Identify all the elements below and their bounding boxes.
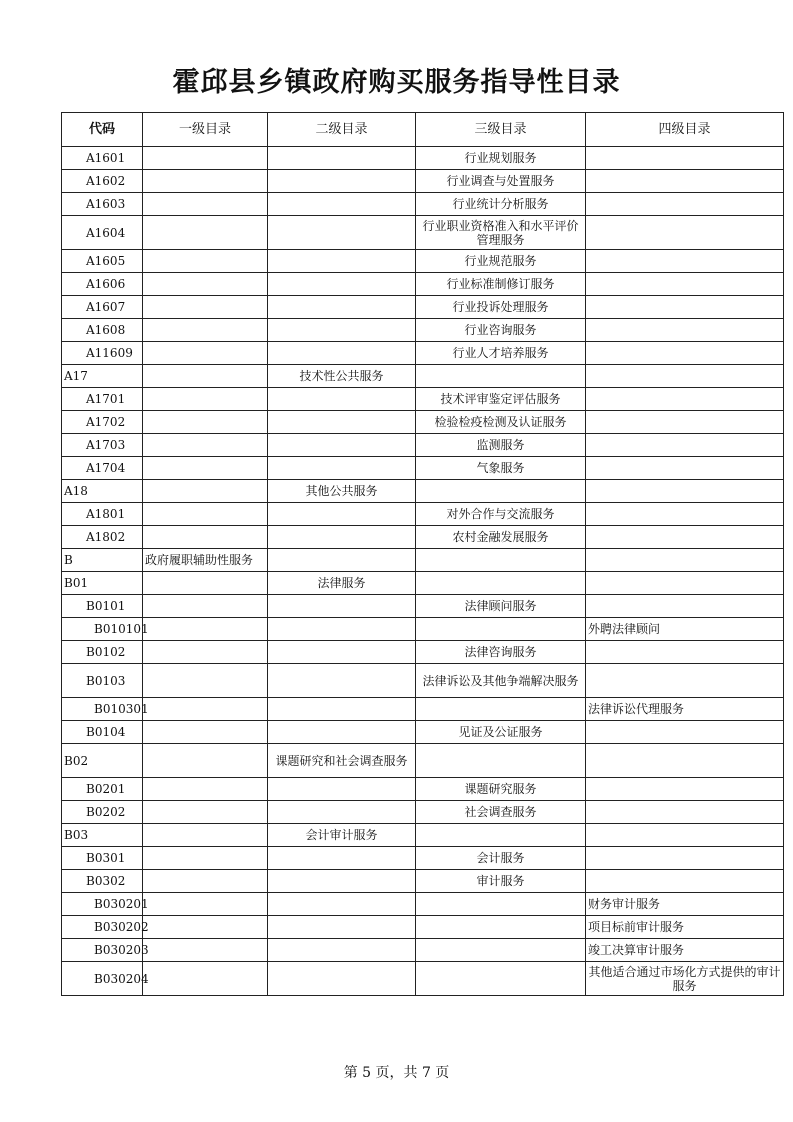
table-row xyxy=(62,434,784,457)
level1-cell xyxy=(143,319,268,342)
table-row xyxy=(62,457,784,480)
level2-cell xyxy=(268,503,416,526)
level4-cell xyxy=(586,572,784,595)
level4-cell xyxy=(586,250,784,273)
level2-cell xyxy=(268,778,416,801)
table-row xyxy=(62,916,784,939)
level4-cell xyxy=(586,273,784,296)
table-row xyxy=(62,526,784,549)
level2-cell xyxy=(268,388,416,411)
level3-cell: 行业标准制修订服务 xyxy=(416,273,586,296)
table-row xyxy=(62,216,784,250)
level4-cell xyxy=(586,170,784,193)
level1-cell xyxy=(143,526,268,549)
level2-cell xyxy=(268,273,416,296)
level3-cell xyxy=(416,962,586,996)
table-row xyxy=(62,618,784,641)
level2-cell xyxy=(268,962,416,996)
level3-cell xyxy=(416,365,586,388)
table-body xyxy=(62,147,784,996)
level2-cell: 法律服务 xyxy=(268,572,416,595)
level3-cell: 审计服务 xyxy=(416,870,586,893)
level1-cell xyxy=(143,664,268,698)
code-cell: A1802 xyxy=(62,526,143,549)
level3-cell: 行业规划服务 xyxy=(416,147,586,170)
level4-cell xyxy=(586,824,784,847)
level4-cell xyxy=(586,216,784,250)
table-row xyxy=(62,870,784,893)
level4-cell xyxy=(586,480,784,503)
level3-cell: 行业调查与处置服务 xyxy=(416,170,586,193)
level3-cell: 气象服务 xyxy=(416,457,586,480)
level1-cell xyxy=(143,778,268,801)
level4-cell xyxy=(586,457,784,480)
level1-cell xyxy=(143,250,268,273)
table-row xyxy=(62,595,784,618)
table-row xyxy=(62,342,784,365)
code-cell: A1606 xyxy=(62,273,143,296)
level4-cell: 财务审计服务 xyxy=(586,893,784,916)
code-cell: B0104 xyxy=(62,721,143,744)
level2-cell xyxy=(268,801,416,824)
level3-cell: 行业人才培养服务 xyxy=(416,342,586,365)
table-row xyxy=(62,939,784,962)
level3-cell: 行业投诉处理服务 xyxy=(416,296,586,319)
level2-cell: 课题研究和社会调查服务 xyxy=(268,744,416,778)
table-row xyxy=(62,250,784,273)
level1-cell xyxy=(143,939,268,962)
code-cell: A1701 xyxy=(62,388,143,411)
level1-cell xyxy=(143,503,268,526)
code-cell: A1801 xyxy=(62,503,143,526)
level3-cell xyxy=(416,572,586,595)
header-level3: 三级目录 xyxy=(416,113,586,147)
level1-cell xyxy=(143,962,268,996)
level3-cell: 会计服务 xyxy=(416,847,586,870)
level2-cell: 技术性公共服务 xyxy=(268,365,416,388)
level1-cell xyxy=(143,698,268,721)
level3-cell: 课题研究服务 xyxy=(416,778,586,801)
table-row xyxy=(62,778,784,801)
table-row xyxy=(62,480,784,503)
table-row xyxy=(62,893,784,916)
level1-cell xyxy=(143,216,268,250)
level4-cell: 法律诉讼代理服务 xyxy=(586,698,784,721)
level1-cell xyxy=(143,744,268,778)
level4-cell xyxy=(586,296,784,319)
table-row xyxy=(62,572,784,595)
code-cell: B01 xyxy=(62,572,143,595)
level3-cell: 检验检疫检测及认证服务 xyxy=(416,411,586,434)
code-cell: A1601 xyxy=(62,147,143,170)
level4-cell xyxy=(586,434,784,457)
page-footer: 第 5 页，共 7 页 xyxy=(343,1065,450,1081)
level1-cell: 政府履职辅助性服务 xyxy=(143,549,268,572)
code-cell: B030201 xyxy=(62,893,143,916)
table-row xyxy=(62,273,784,296)
table-row xyxy=(62,411,784,434)
level1-cell xyxy=(143,147,268,170)
code-cell: A1605 xyxy=(62,250,143,273)
table-row xyxy=(62,847,784,870)
level4-cell xyxy=(586,365,784,388)
code-cell: B xyxy=(62,549,143,572)
table-row xyxy=(62,319,784,342)
level3-cell: 农村金融发展服务 xyxy=(416,526,586,549)
header-level4: 四级目录 xyxy=(586,113,784,147)
code-cell: B0102 xyxy=(62,641,143,664)
level2-cell xyxy=(268,342,416,365)
level4-cell xyxy=(586,641,784,664)
level3-cell: 见证及公证服务 xyxy=(416,721,586,744)
code-cell: A11609 xyxy=(62,342,143,365)
code-cell: B03 xyxy=(62,824,143,847)
level2-cell xyxy=(268,250,416,273)
code-cell: A18 xyxy=(62,480,143,503)
level1-cell xyxy=(143,893,268,916)
level1-cell xyxy=(143,916,268,939)
table-row xyxy=(62,170,784,193)
code-cell: B010301 xyxy=(62,698,143,721)
table-row xyxy=(62,147,784,170)
level3-cell: 行业职业资格准入和水平评价管理服务 xyxy=(416,216,586,250)
header-code: 代码 xyxy=(62,113,143,147)
code-cell: B030203 xyxy=(62,939,143,962)
header-level1: 一级目录 xyxy=(143,113,268,147)
code-cell: A1702 xyxy=(62,411,143,434)
level2-cell xyxy=(268,411,416,434)
code-cell: A1602 xyxy=(62,170,143,193)
code-cell: A1603 xyxy=(62,193,143,216)
table-row xyxy=(62,193,784,216)
level3-cell: 行业规范服务 xyxy=(416,250,586,273)
level2-cell xyxy=(268,939,416,962)
level2-cell xyxy=(268,549,416,572)
level2-cell xyxy=(268,319,416,342)
level1-cell xyxy=(143,824,268,847)
code-cell: A1608 xyxy=(62,319,143,342)
level3-cell: 行业统计分析服务 xyxy=(416,193,586,216)
level2-cell xyxy=(268,457,416,480)
level3-cell xyxy=(416,618,586,641)
level3-cell: 监测服务 xyxy=(416,434,586,457)
level1-cell xyxy=(143,273,268,296)
table-row xyxy=(62,744,784,778)
level3-cell: 法律咨询服务 xyxy=(416,641,586,664)
level3-cell: 法律顾问服务 xyxy=(416,595,586,618)
page-title: 霍邱县乡镇政府购买服务指导性目录 xyxy=(172,67,621,98)
level1-cell xyxy=(143,388,268,411)
level1-cell xyxy=(143,193,268,216)
level3-cell: 社会调查服务 xyxy=(416,801,586,824)
level2-cell xyxy=(268,595,416,618)
code-cell: A17 xyxy=(62,365,143,388)
level4-cell xyxy=(586,801,784,824)
level1-cell xyxy=(143,595,268,618)
table-row xyxy=(62,721,784,744)
level1-cell xyxy=(143,847,268,870)
level2-cell xyxy=(268,296,416,319)
level3-cell: 行业咨询服务 xyxy=(416,319,586,342)
level2-cell xyxy=(268,721,416,744)
level3-cell xyxy=(416,549,586,572)
level1-cell xyxy=(143,870,268,893)
table-row xyxy=(62,365,784,388)
level2-cell: 其他公共服务 xyxy=(268,480,416,503)
code-cell: B030204 xyxy=(62,962,143,996)
level3-cell xyxy=(416,893,586,916)
level2-cell xyxy=(268,916,416,939)
level2-cell xyxy=(268,870,416,893)
level1-cell xyxy=(143,618,268,641)
level4-cell xyxy=(586,744,784,778)
table-row xyxy=(62,801,784,824)
code-cell: B0301 xyxy=(62,847,143,870)
level3-cell xyxy=(416,480,586,503)
level3-cell xyxy=(416,744,586,778)
level4-cell xyxy=(586,503,784,526)
level2-cell xyxy=(268,847,416,870)
level2-cell xyxy=(268,664,416,698)
level3-cell xyxy=(416,939,586,962)
level4-cell xyxy=(586,847,784,870)
table-row xyxy=(62,641,784,664)
level1-cell xyxy=(143,457,268,480)
level2-cell xyxy=(268,698,416,721)
level2-cell xyxy=(268,618,416,641)
table-header-row xyxy=(62,113,784,147)
level3-cell xyxy=(416,824,586,847)
level4-cell xyxy=(586,388,784,411)
table-row xyxy=(62,503,784,526)
level4-cell xyxy=(586,193,784,216)
level3-cell: 技术评审鉴定评估服务 xyxy=(416,388,586,411)
level2-cell xyxy=(268,170,416,193)
level1-cell xyxy=(143,411,268,434)
code-cell: B030202 xyxy=(62,916,143,939)
level4-cell xyxy=(586,411,784,434)
table-row xyxy=(62,698,784,721)
header-level2: 二级目录 xyxy=(268,113,416,147)
code-cell: B0302 xyxy=(62,870,143,893)
level2-cell: 会计审计服务 xyxy=(268,824,416,847)
level4-cell xyxy=(586,664,784,698)
level2-cell xyxy=(268,641,416,664)
level4-cell xyxy=(586,721,784,744)
code-cell: A1703 xyxy=(62,434,143,457)
level2-cell xyxy=(268,147,416,170)
level1-cell xyxy=(143,480,268,503)
level1-cell xyxy=(143,641,268,664)
level1-cell xyxy=(143,170,268,193)
level4-cell xyxy=(586,526,784,549)
level1-cell xyxy=(143,572,268,595)
code-cell: B0103 xyxy=(62,664,143,698)
table-row xyxy=(62,824,784,847)
level2-cell xyxy=(268,893,416,916)
level4-cell xyxy=(586,342,784,365)
level2-cell xyxy=(268,216,416,250)
level2-cell xyxy=(268,434,416,457)
code-cell: B02 xyxy=(62,744,143,778)
level1-cell xyxy=(143,342,268,365)
level1-cell xyxy=(143,296,268,319)
table-row xyxy=(62,296,784,319)
table-row xyxy=(62,664,784,698)
level1-cell xyxy=(143,721,268,744)
code-cell: B0202 xyxy=(62,801,143,824)
level3-cell: 对外合作与交流服务 xyxy=(416,503,586,526)
level4-cell: 竣工决算审计服务 xyxy=(586,939,784,962)
level4-cell: 项目标前审计服务 xyxy=(586,916,784,939)
level1-cell xyxy=(143,365,268,388)
code-cell: A1704 xyxy=(62,457,143,480)
level1-cell xyxy=(143,801,268,824)
code-cell: B010101 xyxy=(62,618,143,641)
level3-cell: 法律诉讼及其他争端解决服务 xyxy=(416,664,586,698)
catalog-table xyxy=(61,112,784,996)
code-cell: B0101 xyxy=(62,595,143,618)
level4-cell xyxy=(586,870,784,893)
table-row xyxy=(62,549,784,572)
level2-cell xyxy=(268,526,416,549)
level4-cell xyxy=(586,319,784,342)
code-cell: A1604 xyxy=(62,216,143,250)
level4-cell xyxy=(586,147,784,170)
level3-cell xyxy=(416,698,586,721)
level4-cell xyxy=(586,549,784,572)
table-row xyxy=(62,962,784,996)
table-row xyxy=(62,388,784,411)
level2-cell xyxy=(268,193,416,216)
code-cell: B0201 xyxy=(62,778,143,801)
level4-cell xyxy=(586,595,784,618)
level4-cell: 其他适合通过市场化方式提供的审计服务 xyxy=(586,962,784,996)
code-cell: A1607 xyxy=(62,296,143,319)
level1-cell xyxy=(143,434,268,457)
level4-cell xyxy=(586,778,784,801)
level3-cell xyxy=(416,916,586,939)
level4-cell: 外聘法律顾问 xyxy=(586,618,784,641)
